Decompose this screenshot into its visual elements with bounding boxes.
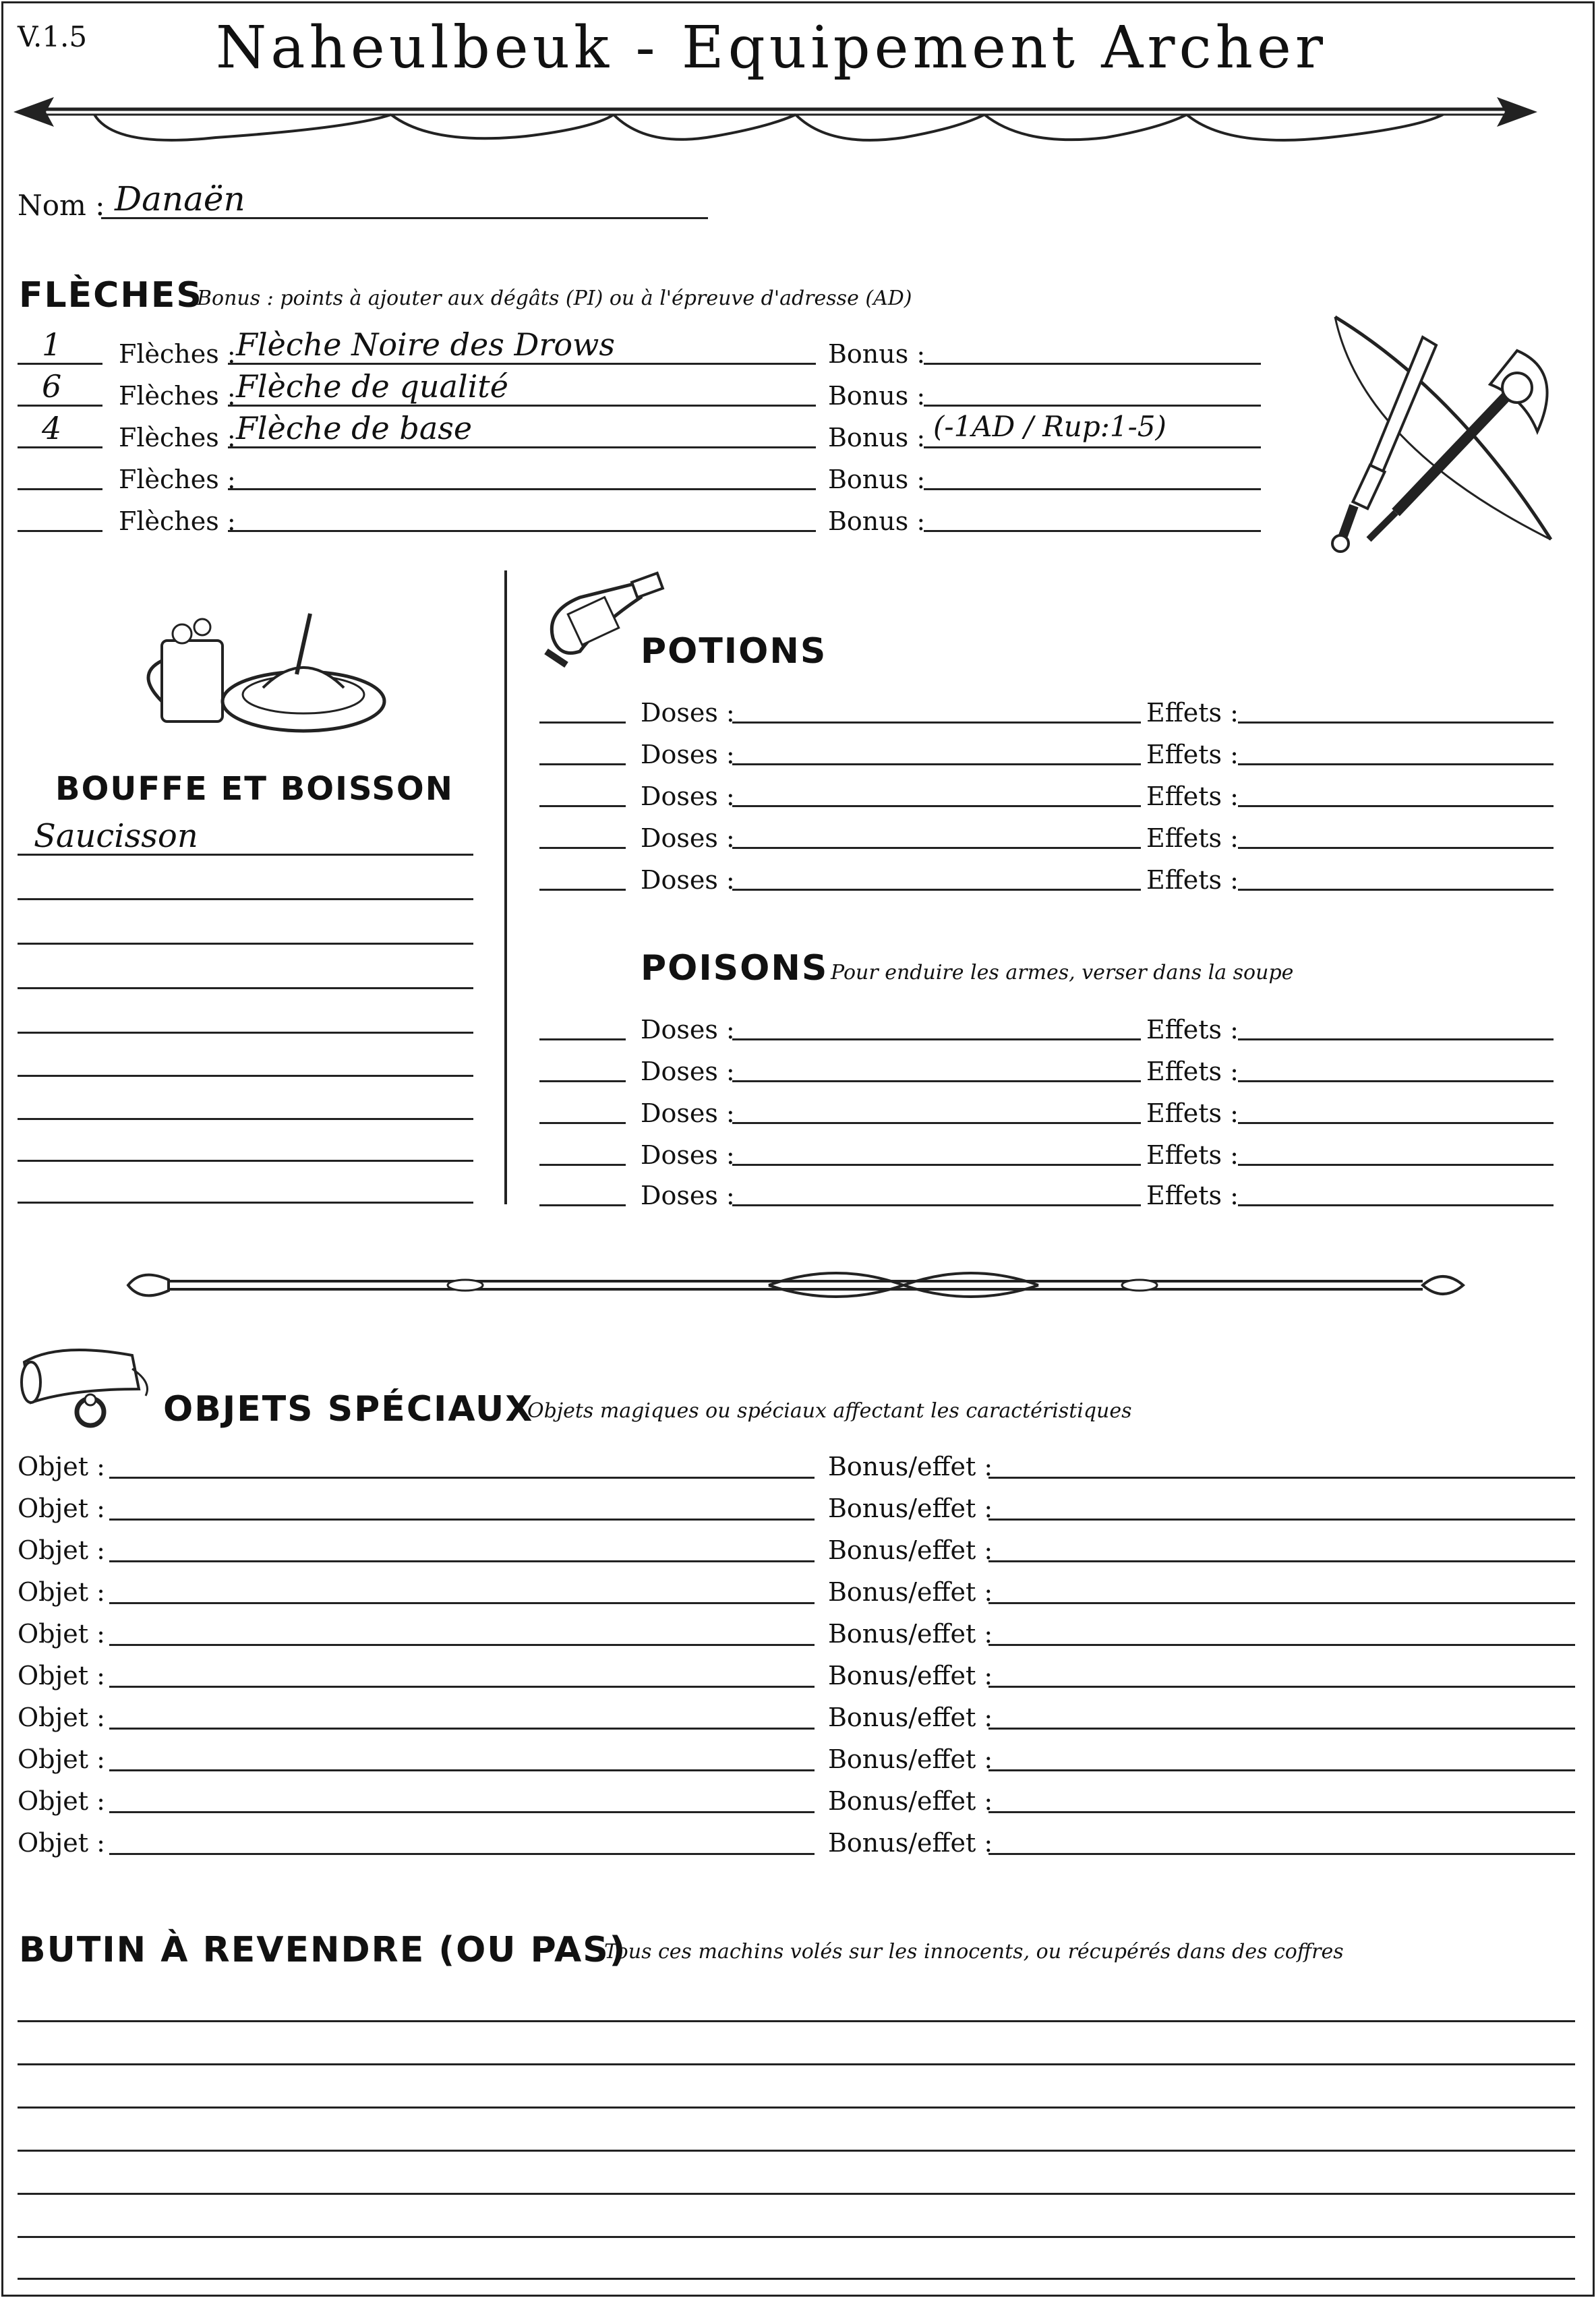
loot-line[interactable] bbox=[18, 2236, 1575, 2238]
effects-label: Effets : bbox=[1146, 1057, 1239, 1086]
food-line[interactable] bbox=[18, 898, 473, 900]
arrow-row-label: Flèches : bbox=[119, 465, 236, 494]
arrow-row-label: Flèches : bbox=[119, 339, 236, 369]
bonus-effect-label: Bonus/effet : bbox=[828, 1452, 993, 1481]
food-line[interactable] bbox=[18, 1118, 473, 1120]
doses-label: Doses : bbox=[641, 1098, 735, 1128]
doses-label: Doses : bbox=[641, 865, 735, 895]
arrows-note: Bonus : points à ajouter aux dégâts (PI) ou à l'épreuve d'adresse (AD) bbox=[197, 287, 912, 310]
effects-label: Effets : bbox=[1146, 698, 1239, 728]
food-line[interactable] bbox=[18, 854, 473, 856]
arrow-bonus[interactable]: (-1AD / Rup:1-5) bbox=[933, 410, 1166, 443]
arrow-bonus-label: Bonus : bbox=[828, 339, 926, 369]
arrow-divider-icon bbox=[13, 88, 1537, 148]
food-line[interactable] bbox=[18, 1032, 473, 1034]
staff-divider-icon bbox=[128, 1261, 1463, 1308]
doses-label: Doses : bbox=[641, 698, 735, 728]
name-value[interactable]: Danaën bbox=[115, 179, 245, 218]
doses-label: Doses : bbox=[641, 1140, 735, 1170]
potions-heading: POTIONS bbox=[641, 631, 827, 672]
bonus-effect-label: Bonus/effet : bbox=[828, 1703, 993, 1732]
doses-label: Doses : bbox=[641, 740, 735, 769]
food-item[interactable]: Saucisson bbox=[34, 817, 198, 855]
version-label: V.1.5 bbox=[18, 20, 88, 53]
loot-line[interactable] bbox=[18, 2020, 1575, 2022]
name-line bbox=[101, 217, 708, 219]
effects-label: Effets : bbox=[1146, 1098, 1239, 1128]
effects-label: Effets : bbox=[1146, 865, 1239, 895]
name-label: Nom : bbox=[18, 189, 105, 222]
bonus-effect-label: Bonus/effet : bbox=[828, 1494, 993, 1523]
doses-label: Doses : bbox=[641, 1181, 735, 1210]
object-label: Objet : bbox=[18, 1786, 105, 1816]
object-label: Objet : bbox=[18, 1703, 105, 1732]
special-items-heading: OBJETS SPÉCIAUX bbox=[163, 1389, 534, 1430]
effects-label: Effets : bbox=[1146, 1181, 1239, 1210]
loot-line[interactable] bbox=[18, 2106, 1575, 2109]
arrow-count[interactable]: 4 bbox=[42, 410, 62, 446]
loot-line[interactable] bbox=[18, 2193, 1575, 2195]
bonus-effect-label: Bonus/effet : bbox=[828, 1577, 993, 1607]
doses-label: Doses : bbox=[641, 782, 735, 811]
bonus-effect-label: Bonus/effet : bbox=[828, 1786, 993, 1816]
arrow-bonus-label: Bonus : bbox=[828, 423, 926, 452]
food-heading: BOUFFE ET BOISSON bbox=[55, 770, 454, 808]
effects-label: Effets : bbox=[1146, 823, 1239, 853]
page-title: Naheulbeuk - Equipement Archer bbox=[216, 14, 1328, 82]
special-items-note: Objets magiques ou spéciaux affectant les caractéristiques bbox=[527, 1399, 1132, 1423]
loot-heading: BUTIN À REVENDRE (OU PAS) bbox=[19, 1930, 627, 1970]
object-label: Objet : bbox=[18, 1744, 105, 1774]
object-label: Objet : bbox=[18, 1494, 105, 1523]
arrow-count[interactable]: 1 bbox=[42, 326, 62, 363]
bonus-effect-label: Bonus/effet : bbox=[828, 1744, 993, 1774]
food-line[interactable] bbox=[18, 987, 473, 989]
food-line[interactable] bbox=[18, 1075, 473, 1077]
arrow-name[interactable]: Flèche Noire des Drows bbox=[236, 326, 616, 363]
loot-note: Tous ces machins volés sur les innocents, ou récupérés dans des coffres bbox=[604, 1940, 1344, 1964]
food-line[interactable] bbox=[18, 1160, 473, 1162]
doses-label: Doses : bbox=[641, 1057, 735, 1086]
arrow-bonus-label: Bonus : bbox=[828, 381, 926, 411]
object-label: Objet : bbox=[18, 1452, 105, 1481]
arrows-heading: FLÈCHES bbox=[19, 275, 203, 316]
bonus-effect-label: Bonus/effet : bbox=[828, 1828, 993, 1858]
loot-line[interactable] bbox=[18, 2278, 1575, 2280]
arrow-name[interactable]: Flèche de base bbox=[236, 410, 473, 446]
food-plate-icon bbox=[135, 600, 391, 735]
scroll-ring-icon bbox=[18, 1342, 166, 1436]
loot-line[interactable] bbox=[18, 2150, 1575, 2152]
object-label: Objet : bbox=[18, 1619, 105, 1649]
arrow-name[interactable]: Flèche de qualité bbox=[236, 368, 509, 405]
object-label: Objet : bbox=[18, 1828, 105, 1858]
food-line[interactable] bbox=[18, 1202, 473, 1204]
poisons-note: Pour enduire les armes, verser dans la soupe bbox=[831, 961, 1294, 984]
effects-label: Effets : bbox=[1146, 782, 1239, 811]
arrow-bonus-label: Bonus : bbox=[828, 465, 926, 494]
food-line[interactable] bbox=[18, 943, 473, 945]
object-label: Objet : bbox=[18, 1535, 105, 1565]
bonus-effect-label: Bonus/effet : bbox=[828, 1535, 993, 1565]
effects-label: Effets : bbox=[1146, 1140, 1239, 1170]
effects-label: Effets : bbox=[1146, 1015, 1239, 1044]
section-divider bbox=[504, 570, 507, 1204]
arrow-row-label: Flèches : bbox=[119, 506, 236, 536]
object-label: Objet : bbox=[18, 1661, 105, 1690]
crossed-weapons-icon bbox=[1322, 310, 1571, 553]
bonus-effect-label: Bonus/effet : bbox=[828, 1619, 993, 1649]
arrow-bonus-label: Bonus : bbox=[828, 506, 926, 536]
bonus-effect-label: Bonus/effet : bbox=[828, 1661, 993, 1690]
effects-label: Effets : bbox=[1146, 740, 1239, 769]
arrow-row-label: Flèches : bbox=[119, 381, 236, 411]
poisons-heading: POISONS bbox=[641, 948, 829, 989]
arrow-count[interactable]: 6 bbox=[42, 368, 62, 405]
loot-line[interactable] bbox=[18, 2063, 1575, 2065]
object-label: Objet : bbox=[18, 1577, 105, 1607]
doses-label: Doses : bbox=[641, 823, 735, 853]
arrow-row-label: Flèches : bbox=[119, 423, 236, 452]
doses-label: Doses : bbox=[641, 1015, 735, 1044]
